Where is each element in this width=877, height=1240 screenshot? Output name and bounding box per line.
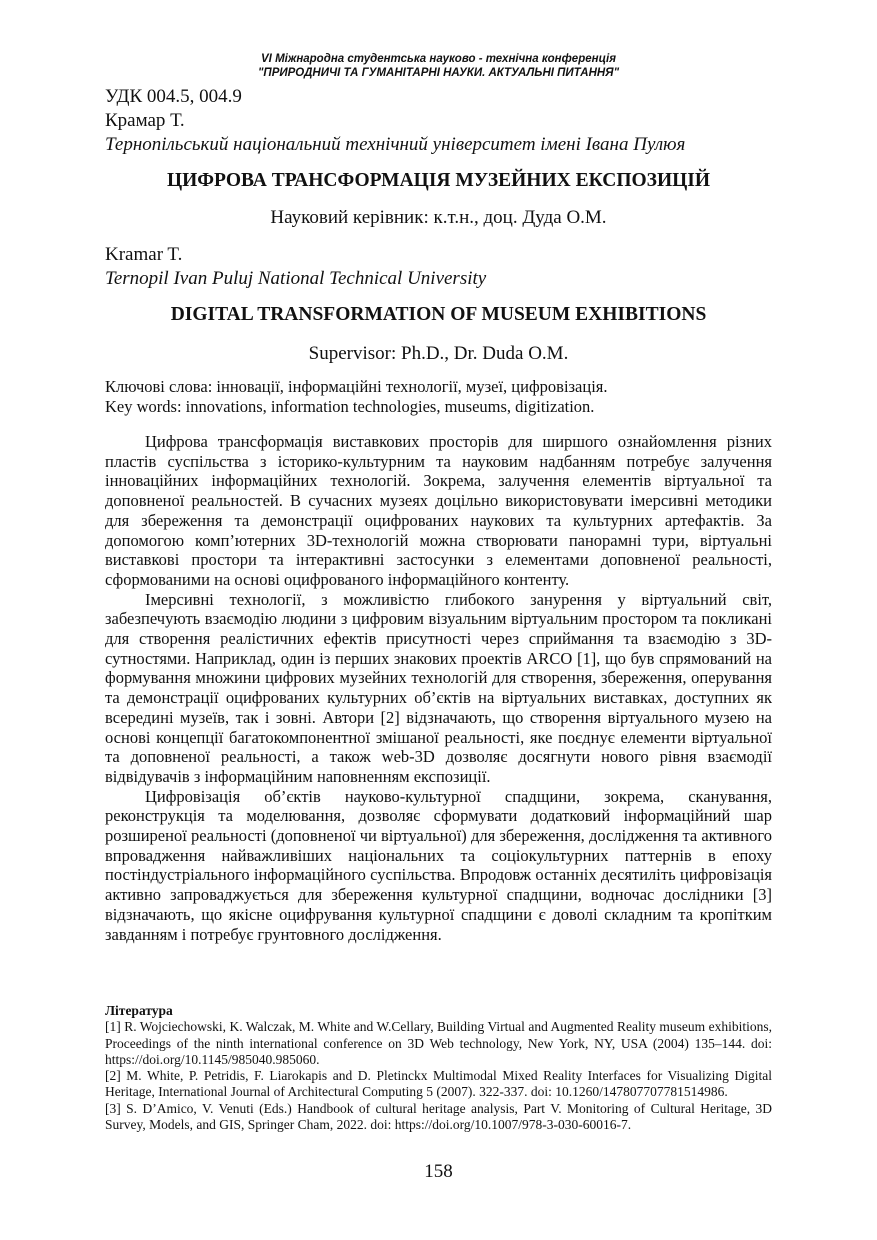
paragraph-2: Імерсивні технології, з можливістю глибокого занурення у віртуальний світ, забезпечують взаємодію людини з цифровим візуальним віртуальним простором та покликані для створення реалістичних ефектів присутності через сприймання та взаємодію з 3D-сутностями. Наприклад, один із перших знакових проектів ARCO [1], що був спрямований на формування множини цифрових музейних технологій для створення, збереження, оперування та демонстрації оцифрованих культурних об’єктів на віртуальних виставках, доступних як всередині музеїв, так і зовні. Автори [2] відзначають, що створення віртуального музею на основі концепції багатокомпонентної змішаної реальності, яке поєднує елементи віртуальної та доповненої реальності, а також web-3D дозволяє досягнути нового рівня взаємодії відвідувачів з інформаційним наповненням експозиції.: [105, 589, 772, 786]
affiliation-ua: Тернопільський національний технічний університет імені Івана Пулюя: [105, 134, 686, 155]
keywords-block: [105, 377, 772, 417]
references-section: [105, 1003, 772, 1133]
affiliation-en: Ternopil Ivan Puluj National Technical University: [105, 268, 487, 289]
page-number: 158: [424, 1161, 453, 1182]
supervisor-en: Supervisor: Ph.D., Dr. Duda O.M.: [308, 343, 569, 364]
author-en: Kramar T.: [105, 244, 183, 265]
supervisor-ua: Науковий керівник: к.т.н., доц. Дуда О.М.: [270, 207, 607, 228]
udk-code: УДК 004.5, 004.9: [105, 86, 242, 107]
title-en: DIGITAL TRANSFORMATION OF MUSEUM EXHIBITIONS: [170, 304, 707, 325]
reference-item-2: [2] M. White, P. Petridis, F. Liarokapis and D. Pletinckx Multimodal Mixed Reality Interfaces for Visualizing Digital Heritage, International Journal of Architectural Computing 5 (2007). 322-337. doi: 10.1260/147807707781514986.: [105, 1068, 772, 1100]
paragraph-3: Цифровізація об’єктів науково-культурної спадщини, зокрема, сканування, реконструкція та моделювання, дозволяє сформувати додатковий інформаційний шар розширеної реальності (доповненої чи віртуальної) для збереження, дослідження та активного впровадження найважливіших національних та соціокультурних паттернів в епоху постіндустріального інформаційного суспільства. Впродовж останніх десятиліть цифровізація активно запроваджується для збереження культурної спадщини, водночас дослідники [3] відзначають, що якісне оцифрування культурної спадщини є доволі складним та кропітким завданням і потребує грунтовного дослідження.: [105, 786, 772, 944]
conference-theme: "ПРИРОДНИЧІ ТА ГУМАНІТАРНІ НАУКИ. АКТУАЛЬНІ ПИТАННЯ": [257, 67, 620, 79]
paragraph-1: Цифрова трансформація виставкових просторів для ширшого ознайомлення різних пластів суспільства з історико-культурним та науковим надбанням потребує залучення інноваційних інформаційних технологій. Зокрема, залучення елементів віртуальної та доповненої реальностей. В сучасних музеях доцільно використовувати імерсивні методики для збереження та демонстрації оцифрованих наукових та культурних артефактів. За допомогою комп’ютерних 3D-технологій можна створювати панорамні тури, віртуальні виставкові простори та інтерактивні застосунки з елементами доповненої реальності, сформованими на основі оцифрованого інформаційного контенту.: [105, 432, 772, 589]
keywords-en: Key words: innovations, information technologies, museums, digitization.: [105, 397, 595, 416]
article-body: [105, 432, 772, 944]
conference-name: VI Міжнародна студентська науково - технічна конференція: [261, 53, 616, 65]
references-heading: Література: [105, 1003, 173, 1018]
title-ua: ЦИФРОВА ТРАНСФОРМАЦІЯ МУЗЕЙНИХ ЕКСПОЗИЦІЙ: [166, 170, 711, 191]
reference-item-1: [1] R. Wojciechowski, K. Walczak, M. White and W.Cellary, Building Virtual and Augmented Reality museum exhibitions, Proceedings of the ninth international conference on 3D Web technology, New York, NY, USA (2004) 135–144. doi: https://doi.org/10.1145/985040.985060.: [105, 1019, 772, 1067]
conference-header: [0, 52, 877, 80]
keywords-ua: Ключові слова: інновації, інформаційні технології, музеї, цифровізація.: [105, 377, 608, 396]
author-ua: Крамар Т.: [105, 110, 185, 131]
reference-item-3: [3] S. D’Amico, V. Venuti (Eds.) Handbook of cultural heritage analysis, Part V. Monitoring of Cultural Heritage, 3D Survey, Models, and GIS, Springer Cham, 2022. doi: https://doi.org/10.1007/978-3-030-60016-7.: [105, 1100, 772, 1133]
